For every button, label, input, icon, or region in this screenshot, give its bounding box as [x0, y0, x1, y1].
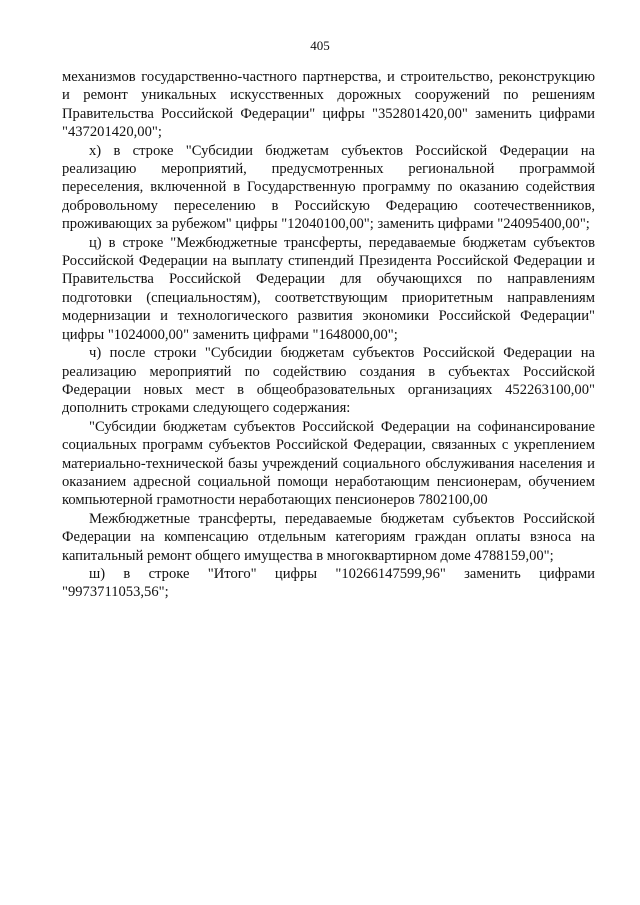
document-body — [62, 68, 595, 602]
page-number: 405 — [310, 38, 330, 53]
paragraph-inserted-subsidies: "Субсидии бюджетам субъектов Российской Федерации на софинансирование социальных программ субъектов Российской Федерации, связанных с укреплением материально-технической базы учреждений социального обслуживания населения и оказанием адресной социальной помощи неработающим пенсионерам, обучением компьютерной грамотности неработающих пенсионеров 7802100,00 — [62, 418, 595, 509]
paragraph-item-ch: ч) после строки "Субсидии бюджетам субъектов Российской Федерации на реализацию мероприятий по содействию создания в субъектах Российской Федерации новых мест в общеобразовательных организациях 452263100,00" дополнить строками следующего содержания: — [62, 345, 595, 417]
paragraph-inserted-transfers: Межбюджетные трансферты, передаваемые бюджетам субъектов Российской Федерации на компенсацию отдельным категориям граждан оплаты взноса на капитальный ремонт общего имущества в многоквартирном доме 4788159,00"; — [62, 510, 595, 564]
paragraph-item-ts: ц) в строке "Межбюджетные трансферты, передаваемые бюджетам субъектов Российской Федерации на выплату стипендий Президента Российской Федерации и Правительства Российской Федерации для обучающихся по направлениям подготовки (специальностям), соответствующим приоритетным направлениям модернизации и технологического развития экономики Российской Федерации" цифры "1024000,00" заменить цифрами "1648000,00"; — [62, 234, 595, 343]
paragraph-continuation: механизмов государственно-частного партнерства, и строительство, реконструкцию и ремонт уникальных искусственных дорожных сооружений по решениям Правительства Российской Федерации" цифры "352801420,00" заменить цифрами "437201420,00"; — [62, 69, 595, 141]
paragraph-item-sh: ш) в строке "Итого" цифры "10266147599,96" заменить цифрами "9973711053,56"; — [62, 565, 595, 601]
paragraph-item-kh: х) в строке "Субсидии бюджетам субъектов Российской Федерации на реализацию мероприятий, предусмотренных региональной программой переселения, включенной в Государственную программу по оказанию содействия добровольному переселению в Российскую Федерацию соотечественников, проживающих за рубежом" цифры "12040100,00"; заменить цифрами "24095400,00"; — [62, 142, 595, 233]
